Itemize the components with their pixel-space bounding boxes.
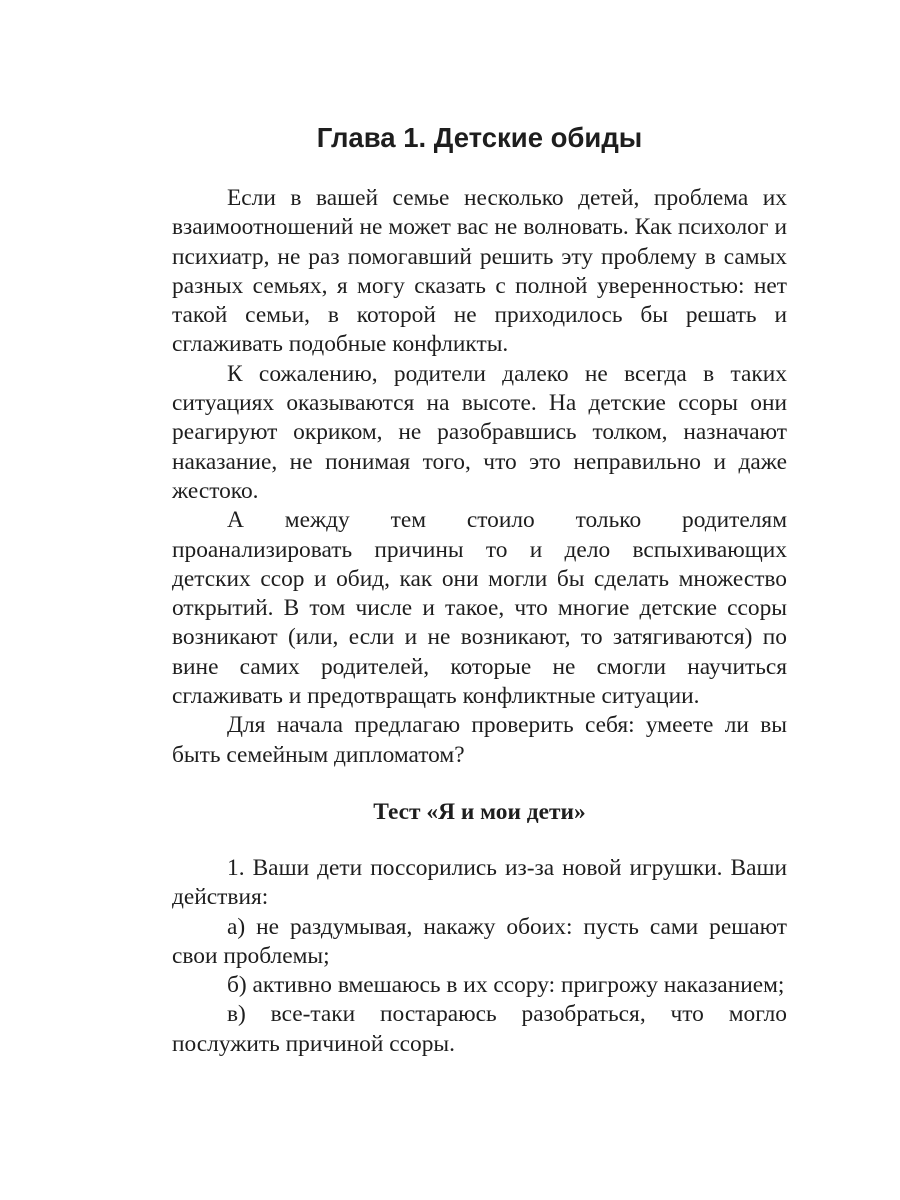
- paragraph: Если в вашей семье несколько детей, проблема их взаимоотношений не может вас не волновать. Как психолог и психиатр, не раз помогавший решить эту проблему в самых разных семьях, я могу сказать с полной уверенностью: нет такой семьи, в которой не приходилось бы решать и сглаживать подобные конфликты.: [172, 185, 787, 358]
- test-question-block: [172, 854, 787, 1059]
- test-question: 1. Ваши дети поссорились из-за новой игрушки. Ваши действия:: [172, 855, 787, 911]
- chapter-title: Глава 1. Детские обиды: [316, 122, 643, 153]
- test-title: Тест «Я и мои дети»: [373, 799, 586, 825]
- test-option: б) активно вмешаюсь в их ссору: пригрожу наказанием;: [227, 972, 785, 999]
- paragraph: А между тем стоило только родителям проанализировать причины то и дело вспыхивающих детских ссор и обид, как они могли бы сделать множество открытий. В том числе и такое, что многие детские ссоры возникают (или, если и не возникают, то затягиваются) по вине самих родителей, которые не смогли научиться сглаживать и предотвращать конфликтные ситуации.: [172, 507, 787, 710]
- test-option: в) все-таки постараюсь разобраться, что могло послужить причиной ссоры.: [172, 1001, 787, 1057]
- test-option: а) не раздумывая, накажу обоих: пусть сами решают свои проблемы;: [172, 913, 787, 969]
- chapter-body: [172, 184, 787, 770]
- paragraph: Для начала предлагаю проверить себя: умеете ли вы быть семейным дипломатом?: [172, 712, 787, 768]
- paragraph: К сожалению, родители далеко не всегда в таких ситуациях оказываются на высоте. На детские ссоры они реагируют окриком, не разобравшись толком, назначают наказание, не понимая того, что это неправильно и даже жестоко.: [172, 360, 787, 504]
